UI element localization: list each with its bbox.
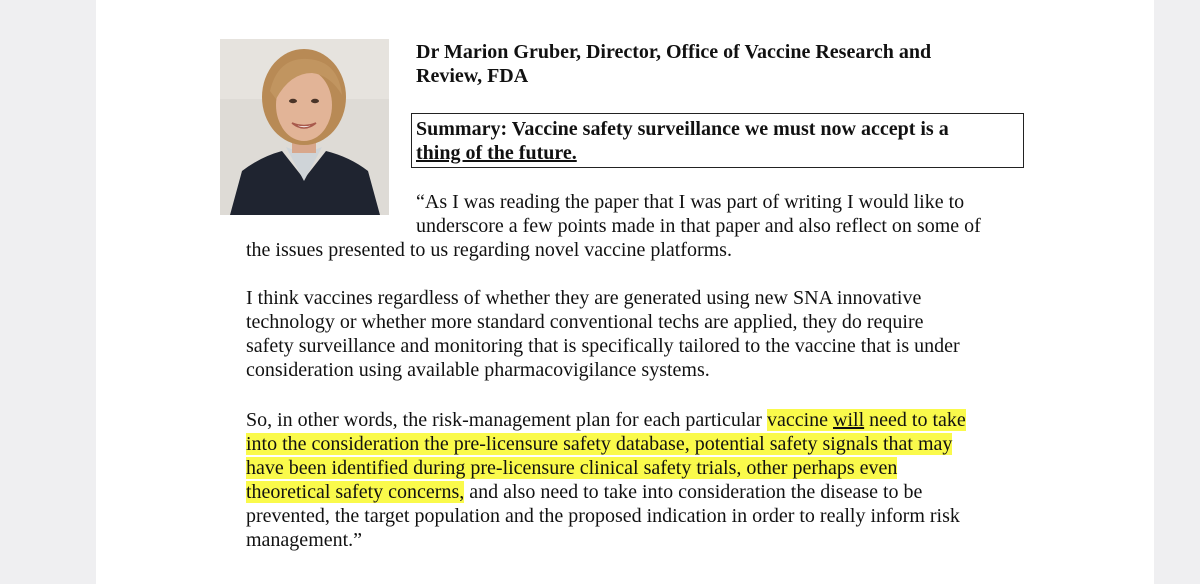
speaker-name-heading <box>416 40 1016 88</box>
paragraph-line: safety surveillance and monitoring that is specifically tailored to the vaccine that is under <box>246 335 960 357</box>
document-page <box>96 0 1154 584</box>
summary-line: Summary: Vaccine safety surveillance we must now accept is a <box>416 118 949 140</box>
speaker-name-line: Review, FDA <box>416 65 529 87</box>
underlined-word: will <box>833 409 865 431</box>
highlight-part: need to take <box>864 409 966 431</box>
paragraph-line <box>246 432 1066 456</box>
quote-continuation <box>246 238 1066 262</box>
portrait-photo <box>220 39 389 215</box>
speaker-name-line: Dr Marion Gruber, Director, Office of Vaccine Research and <box>416 41 932 63</box>
paragraph-line: technology or whether more standard conventional techs are applied, they do require <box>246 311 924 333</box>
quote-line: the issues presented to us regarding novel vaccine platforms. <box>246 239 732 261</box>
paragraph-line: I think vaccines regardless of whether they are generated using new SNA innovative <box>246 287 922 309</box>
paragraph-line: consideration using available pharmacovigilance systems. <box>246 359 710 381</box>
quote-opening <box>416 190 1056 238</box>
paragraph-line <box>246 408 1066 432</box>
paragraph-3 <box>246 408 1066 552</box>
highlighted-text: theoretical safety concerns, <box>246 481 465 503</box>
paragraph-line: prevented, the target population and the proposed indication in order to really inform risk <box>246 505 960 527</box>
highlighted-text: into the consideration the pre-licensure safety database, potential safety signals that may <box>246 433 953 455</box>
summary-box <box>411 113 1024 168</box>
highlighted-text <box>767 409 966 431</box>
paragraph-line: management.” <box>246 529 363 551</box>
plain-text: So, in other words, the risk-management plan for each particular <box>246 409 767 431</box>
plain-text: and also need to take into consideration the disease to be <box>464 481 923 503</box>
highlight-part: vaccine <box>766 409 834 431</box>
paragraph-2 <box>246 286 1066 382</box>
quote-line: “As I was reading the paper that I was part of writing I would like to <box>416 191 965 213</box>
highlighted-text: have been identified during pre-licensure clinical safety trials, other perhaps even <box>246 457 898 479</box>
portrait-image <box>220 39 389 215</box>
summary-line-2 <box>416 141 1023 165</box>
paragraph-line <box>246 456 1066 480</box>
quote-line: underscore a few points made in that paper and also reflect on some of <box>416 215 981 237</box>
summary-underlined-text: thing of the future. <box>416 142 577 164</box>
paragraph-line <box>246 480 1066 504</box>
